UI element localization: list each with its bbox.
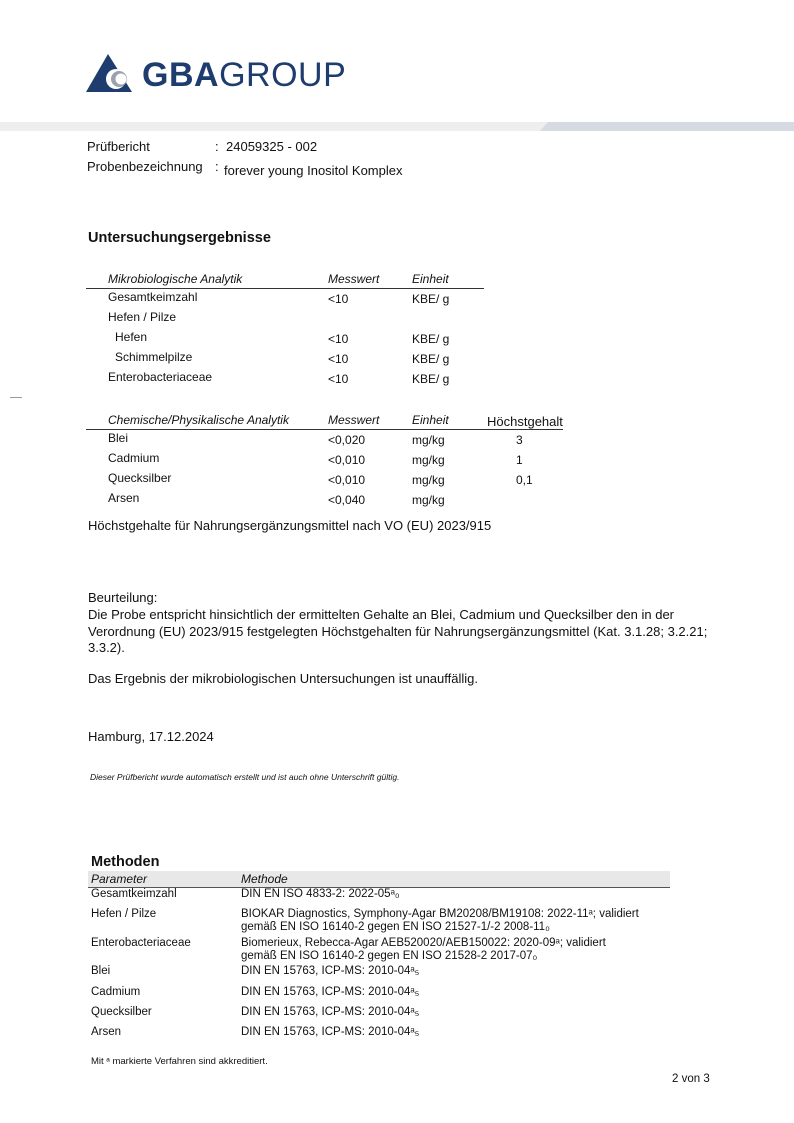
- chem-header-value: Messwert: [328, 413, 380, 427]
- report-number: 24059325 - 002: [226, 139, 318, 154]
- methods-row-method: DIN EN 15763, ICP-MS: 2010-04ᵃ₅: [241, 965, 420, 977]
- chem-row-unit: mg/kg: [412, 433, 445, 447]
- micro-row-unit: KBE/ g: [412, 332, 450, 346]
- methods-row-method-cont: gemäß EN ISO 16140-2 gegen EN ISO 21528-2 2017-07₀: [241, 950, 538, 962]
- micro-row-name: Hefen / Pilze: [108, 310, 177, 324]
- chem-row-value: <0,010: [328, 453, 366, 467]
- methods-row-parameter: Arsen: [91, 1026, 122, 1038]
- chem-header-analytics: Chemische/Physikalische Analytik: [108, 413, 289, 427]
- methods-footnote: Mit ᵃ markierte Verfahren sind akkreditiert.: [91, 1056, 268, 1067]
- methods-row-method: DIN EN ISO 4833-2: 2022-05ᵃ₀: [241, 888, 400, 900]
- micro-row-value: <10: [328, 372, 349, 386]
- methods-title: Methoden: [91, 854, 160, 870]
- chem-row-unit: mg/kg: [412, 493, 445, 507]
- sample-colon: :: [215, 159, 219, 174]
- page-number: 2 von 3: [672, 1073, 710, 1085]
- place-date: Hamburg, 17.12.2024: [88, 729, 214, 744]
- micro-row-name: Hefen: [115, 330, 148, 344]
- chem-row-max: 1: [516, 453, 523, 467]
- chem-row-value: <0,020: [328, 433, 366, 447]
- logo-wordmark: [142, 56, 346, 95]
- assessment-text-line: Verordnung (EU) 2023/915 festgelegten Höchstgehalten für Nahrungsergänzungsmittel (Kat. 3.1.28; 3.2.21;: [88, 624, 708, 639]
- logo-secondary-text: GROUP: [219, 56, 347, 94]
- methods-header-method: Methode: [241, 872, 288, 886]
- chem-row-name: Arsen: [108, 491, 140, 505]
- chem-row-value: <0,040: [328, 493, 366, 507]
- methods-row-method: Biomerieux, Rebecca-Agar AEB520020/AEB150022: 2020-09ᵃ; validiert: [241, 937, 606, 949]
- micro-row-name: Schimmelpilze: [115, 350, 193, 364]
- sample-name: forever young Inositol Komplex: [224, 163, 403, 178]
- micro-row-unit: KBE/ g: [412, 292, 450, 306]
- assessment-text-line: 3.3.2).: [88, 640, 125, 655]
- micro-result-text: Das Ergebnis der mikrobiologischen Untersuchungen ist unauffällig.: [88, 671, 478, 686]
- micro-row-unit: KBE/ g: [412, 352, 450, 366]
- chem-row-name: Cadmium: [108, 451, 160, 465]
- methods-header-bar: [88, 871, 670, 887]
- assessment-label: Beurteilung:: [88, 590, 158, 605]
- chem-row-unit: mg/kg: [412, 453, 445, 467]
- micro-row-name: Enterobacteriaceae: [108, 370, 213, 384]
- margin-mark: [10, 397, 22, 398]
- micro-row-value: <10: [328, 332, 349, 346]
- logo-mark-icon: [86, 52, 136, 94]
- chem-row-value: <0,010: [328, 473, 366, 487]
- header-band-accent: [540, 122, 794, 131]
- sample-label: Probenbezeichnung: [87, 159, 203, 174]
- methods-row-parameter: Quecksilber: [91, 1006, 152, 1018]
- methods-row-method: DIN EN 15763, ICP-MS: 2010-04ᵃ₅: [241, 986, 420, 998]
- micro-header-value: Messwert: [328, 272, 380, 286]
- micro-header-rule: [86, 288, 484, 289]
- micro-header-unit: Einheit: [412, 272, 449, 286]
- chem-row-max: 0,1: [516, 473, 533, 487]
- chem-header-rule: [86, 429, 563, 430]
- micro-row-value: <10: [328, 352, 349, 366]
- logo-primary-text: GBA: [142, 56, 220, 94]
- micro-header-analytics: Mikrobiologische Analytik: [108, 272, 243, 286]
- methods-header-parameter: Parameter: [91, 872, 148, 886]
- methods-row-parameter: Cadmium: [91, 986, 141, 998]
- methods-row-parameter: Gesamtkeimzahl: [91, 888, 177, 900]
- report-colon: :: [215, 139, 219, 154]
- chem-row-name: Quecksilber: [108, 471, 172, 485]
- assessment-text-line: Die Probe entspricht hinsichtlich der ermittelten Gehalte an Blei, Cadmium und Quecksilber den in der: [88, 607, 675, 622]
- micro-row-value: <10: [328, 292, 349, 306]
- micro-row-unit: KBE/ g: [412, 372, 450, 386]
- chem-row-name: Blei: [108, 431, 129, 445]
- methods-row-parameter: Hefen / Pilze: [91, 908, 157, 920]
- methods-row-method: DIN EN 15763, ICP-MS: 2010-04ᵃ₅: [241, 1026, 420, 1038]
- methods-row-method: BIOKAR Diagnostics, Symphony-Agar BM20208/BM19108: 2022-11ᵃ; validiert: [241, 908, 639, 920]
- chem-header-unit: Einheit: [412, 413, 449, 427]
- limits-note: Höchstgehalte für Nahrungsergänzungsmittel nach VO (EU) 2023/915: [88, 518, 492, 533]
- chem-header-max: Höchstgehalt: [487, 414, 563, 429]
- report-label: Prüfbericht: [87, 139, 150, 154]
- chem-row-unit: mg/kg: [412, 473, 445, 487]
- micro-row-name: Gesamtkeimzahl: [108, 290, 198, 304]
- methods-row-parameter: Enterobacteriaceae: [91, 937, 191, 949]
- methods-row-method: DIN EN 15763, ICP-MS: 2010-04ᵃ₅: [241, 1006, 420, 1018]
- methods-row-method-cont: gemäß EN ISO 16140-2 gegen EN ISO 21527-1/-2 2008-11₀: [241, 921, 550, 933]
- methods-row-parameter: Blei: [91, 965, 111, 977]
- chem-row-max: 3: [516, 433, 523, 447]
- results-title: Untersuchungsergebnisse: [88, 230, 271, 246]
- auto-signature-note: Dieser Prüfbericht wurde automatisch erstellt und ist auch ohne Unterschrift gültig.: [90, 772, 400, 782]
